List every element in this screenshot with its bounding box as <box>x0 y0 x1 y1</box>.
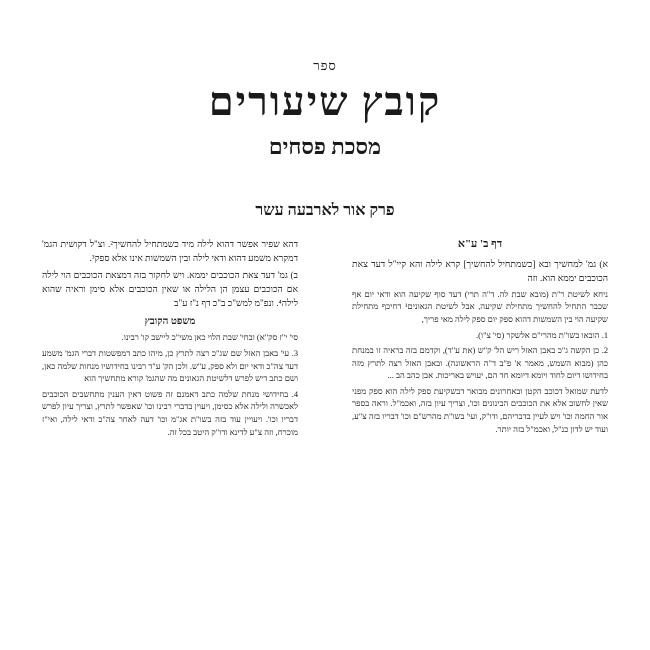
right-footnote-2: 2. כן הקשה ג"כ באבן האזל ריש הל' ק"ש (את ע"ד), וקדמם בזה בראיה זו במנחת כהן (מבוא השמש, מאמר א' פ"ב ד"ה הראשונה). ובאבן האזל רצה לתרץ מזה בחידושו דיום לחוד ויומא דיומא חד הם, יעויש באריכות. אבן כהב הב ... <box>352 346 608 381</box>
left-paragraph-2: ב) גמ' דעד צאת הכוכבים יממא. ויש לחקור בזה דמצאת הכוכבים הוי לילה אם הכוכבים עצמן הן הלילה או שאין הכוכבים אלא סימן וראיה שהוא לילה⁴. ונפ"מ למש"כ ב"כ דף נ"ז ע"ב <box>42 269 298 308</box>
chapter-title: פרק אור לארבעה עשר <box>255 202 395 219</box>
daf-heading: דף ב' ע"א <box>457 238 503 250</box>
left-footnote-3: 4. בחידושי מנחת שלמה כתב דאמנם זה פשוט דאין הענין מתחשבים הכוכבים לאכשרה ולילה אלא כסימן, ויעוין בדברי רבינו וכו' שאפשר לתרץ, וצריך עיון לפרש דבריו וכו'. ויעויין עוד בזה בשו"ת אג"מ וכו' דעה לאחר צה"כ ודאי לילה, ואי"ז מוכרח, וזה צ"ע לדינא ודו"ק היטב בכל זה. <box>42 389 298 437</box>
left-column <box>42 238 298 442</box>
book-label: ספר <box>313 59 337 74</box>
tractate-title: מסכת פסחים <box>268 134 382 159</box>
left-footnote-2: 3. עי' באבן האזל שם שג"כ רצה לתרץ כן, מיהו כתב דמפשטות דברי הגמ' משמע דעד צה"כ ודאי יום ולא ספק, ע"ש. ולכן הק' ע"ד רבינו בחידושיו מנחות שלמה כאן, ושם כתב דיש לפרש דלשיטת הגאונים מה שהגמ' קורא מתחשיך הוא <box>42 349 298 384</box>
book-title: קובץ שיעורים <box>208 79 442 124</box>
right-column <box>352 238 608 439</box>
right-paragraph-2: ניחא לשיטת ר"ת (מובא שבת לה. ד"ה תרי) דעד סוף שקיעה הוא ודאי יום אף שכבר התחיל להחשיך מתחילת שקיעה, אבל לשיטת הגאונים¹ דחיכף מתחילת שקיעה הוי בין השמשות דהוא ספק יום ספק לילה מאי פריך, <box>352 289 608 324</box>
mishpat-heading: משפט הקובץ <box>144 315 196 327</box>
right-footnote-1: 1. הובאו בשו"ת מהרי"ם אלשקר (סי' צ"ו). <box>476 330 608 340</box>
left-footnote-1: סי' י"ז סק"א) ובחי' שבת הלוי כאן משי"כ ליישב קו' רבינו. <box>121 333 298 343</box>
right-footnote-3: לדעת שמואל דכוכב הקטן ובאחרונים מבואר דבשקיעת ספק לילה הוא ספק מפני שאין לחשוב אלא את הכוכבים הבינונים וכו', וצריך עיון בזה, ואכמ"ל. וראה בספר אור החמה וכו' ויש לעיין בדבריהם, ודו"ק, ועי' בשו"ת מהרש"ם וכו' דבריו בזה צ"ע, ועוד יש לדון כנ"ל, ואכמ"ל בזה יותר. <box>352 386 608 434</box>
right-paragraph-1: א) גמ' למחשיך ובא [כשמתחיל להחשיך] קרא לילה והא קיי"ל דעד צאת הכוכבים יממא הוא. וזה <box>352 258 608 283</box>
left-paragraph-1: דהא שפיר אפשר דהוא לילה מיד כשמתחיל להחשיך². וצ"ל דקושית הגמ' דמקרא משמע דהוא ודאי לילה ובין השמשות אינו אלא ספק³. <box>42 239 298 263</box>
